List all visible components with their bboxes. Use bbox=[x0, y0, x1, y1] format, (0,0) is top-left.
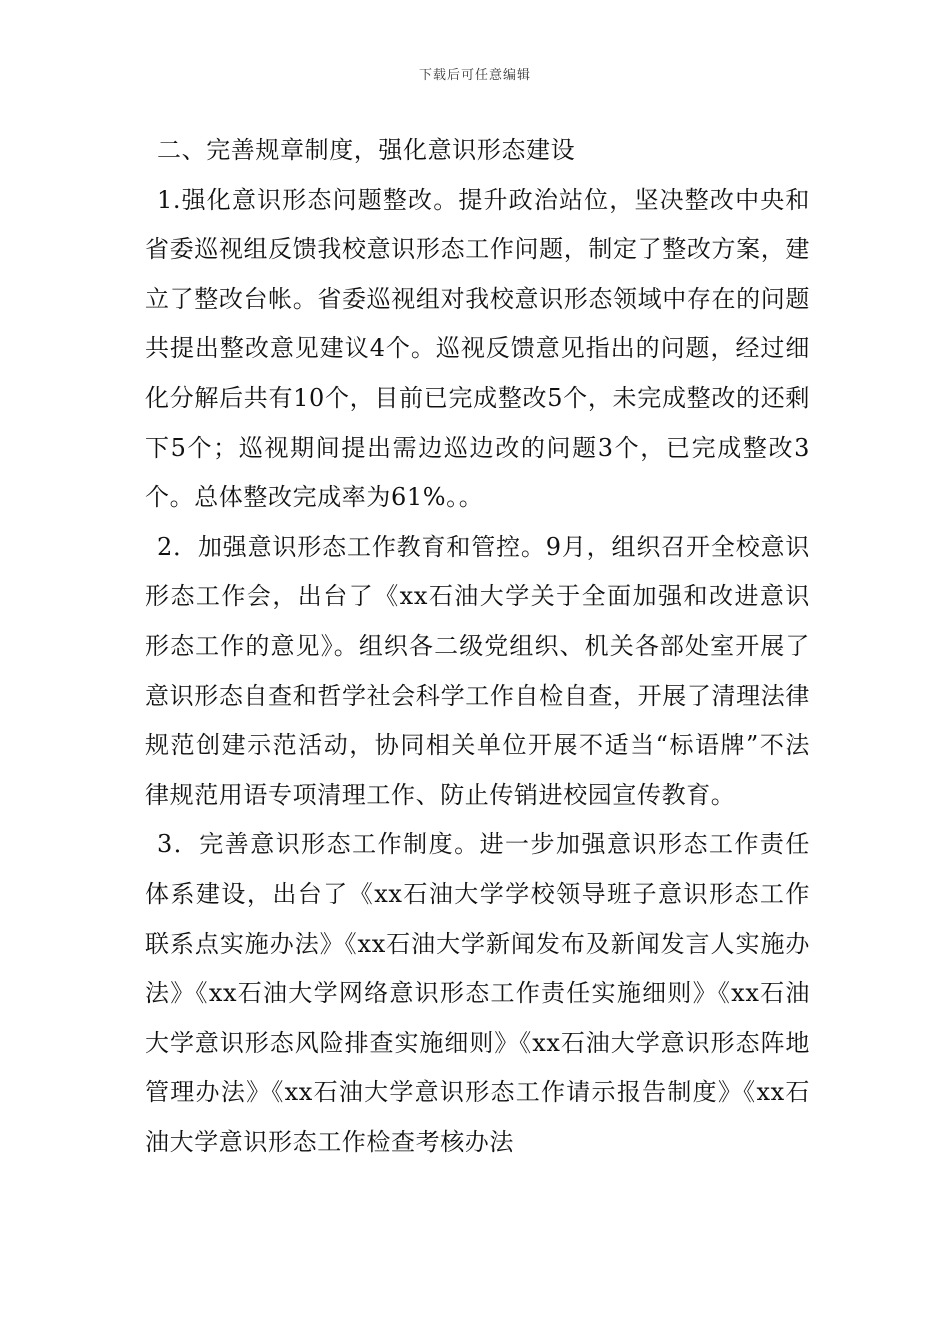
paragraph-3: 3．完善意识形态工作制度。进一步加强意识形态工作责任体系建设，出台了《xx石油大学学校领导班子意识形态工作联系点实施办法》《xx石油大学新闻发布及新闻发言人实施办法》《xx石油大学网络意识形态工作责任实施细则》《xx石油大学意识形态风险排查实施细则》《xx石油大学意识形态阵地管理办法》《xx石油大学意识形态工作请示报告制度》《xx石油大学意识形态工作检查考核办法 bbox=[145, 830, 810, 1156]
document-body bbox=[145, 126, 810, 1167]
header-note: 下载后可任意编辑 bbox=[418, 68, 531, 83]
paragraph-2: 2．加强意识形态工作教育和管控。9月，组织召开全校意识形态工作会，出台了《xx石油大学关于全面加强和改进意识形态工作的意见》。组织各二级党组织、机关各部处室开展了意识形态自查和哲学社会科学工作自检自查，开展了清理法律规范创建示范活动，协同相关单位开展不适当“标语牌”不法律规范用语专项清理工作、防止传销进校园宣传教育。 bbox=[145, 532, 810, 809]
paragraph-1: 1.强化意识形态问题整改。提升政治站位，坚决整改中央和省委巡视组反馈我校意识形态工作问题，制定了整改方案，建立了整改台帐。省委巡视组对我校意识形态领域中存在的问题共提出整改意见建议4个。巡视反馈意见指出的问题，经过细化分解后共有10个，目前已完成整改5个，未完成整改的还剩下5个；巡视期间提出需边巡边改的问题3个，已完成整改3个。总体整改完成率为61%。。 bbox=[145, 185, 810, 512]
section-heading: 二、完善规章制度，强化意识形态建设 bbox=[157, 136, 576, 164]
